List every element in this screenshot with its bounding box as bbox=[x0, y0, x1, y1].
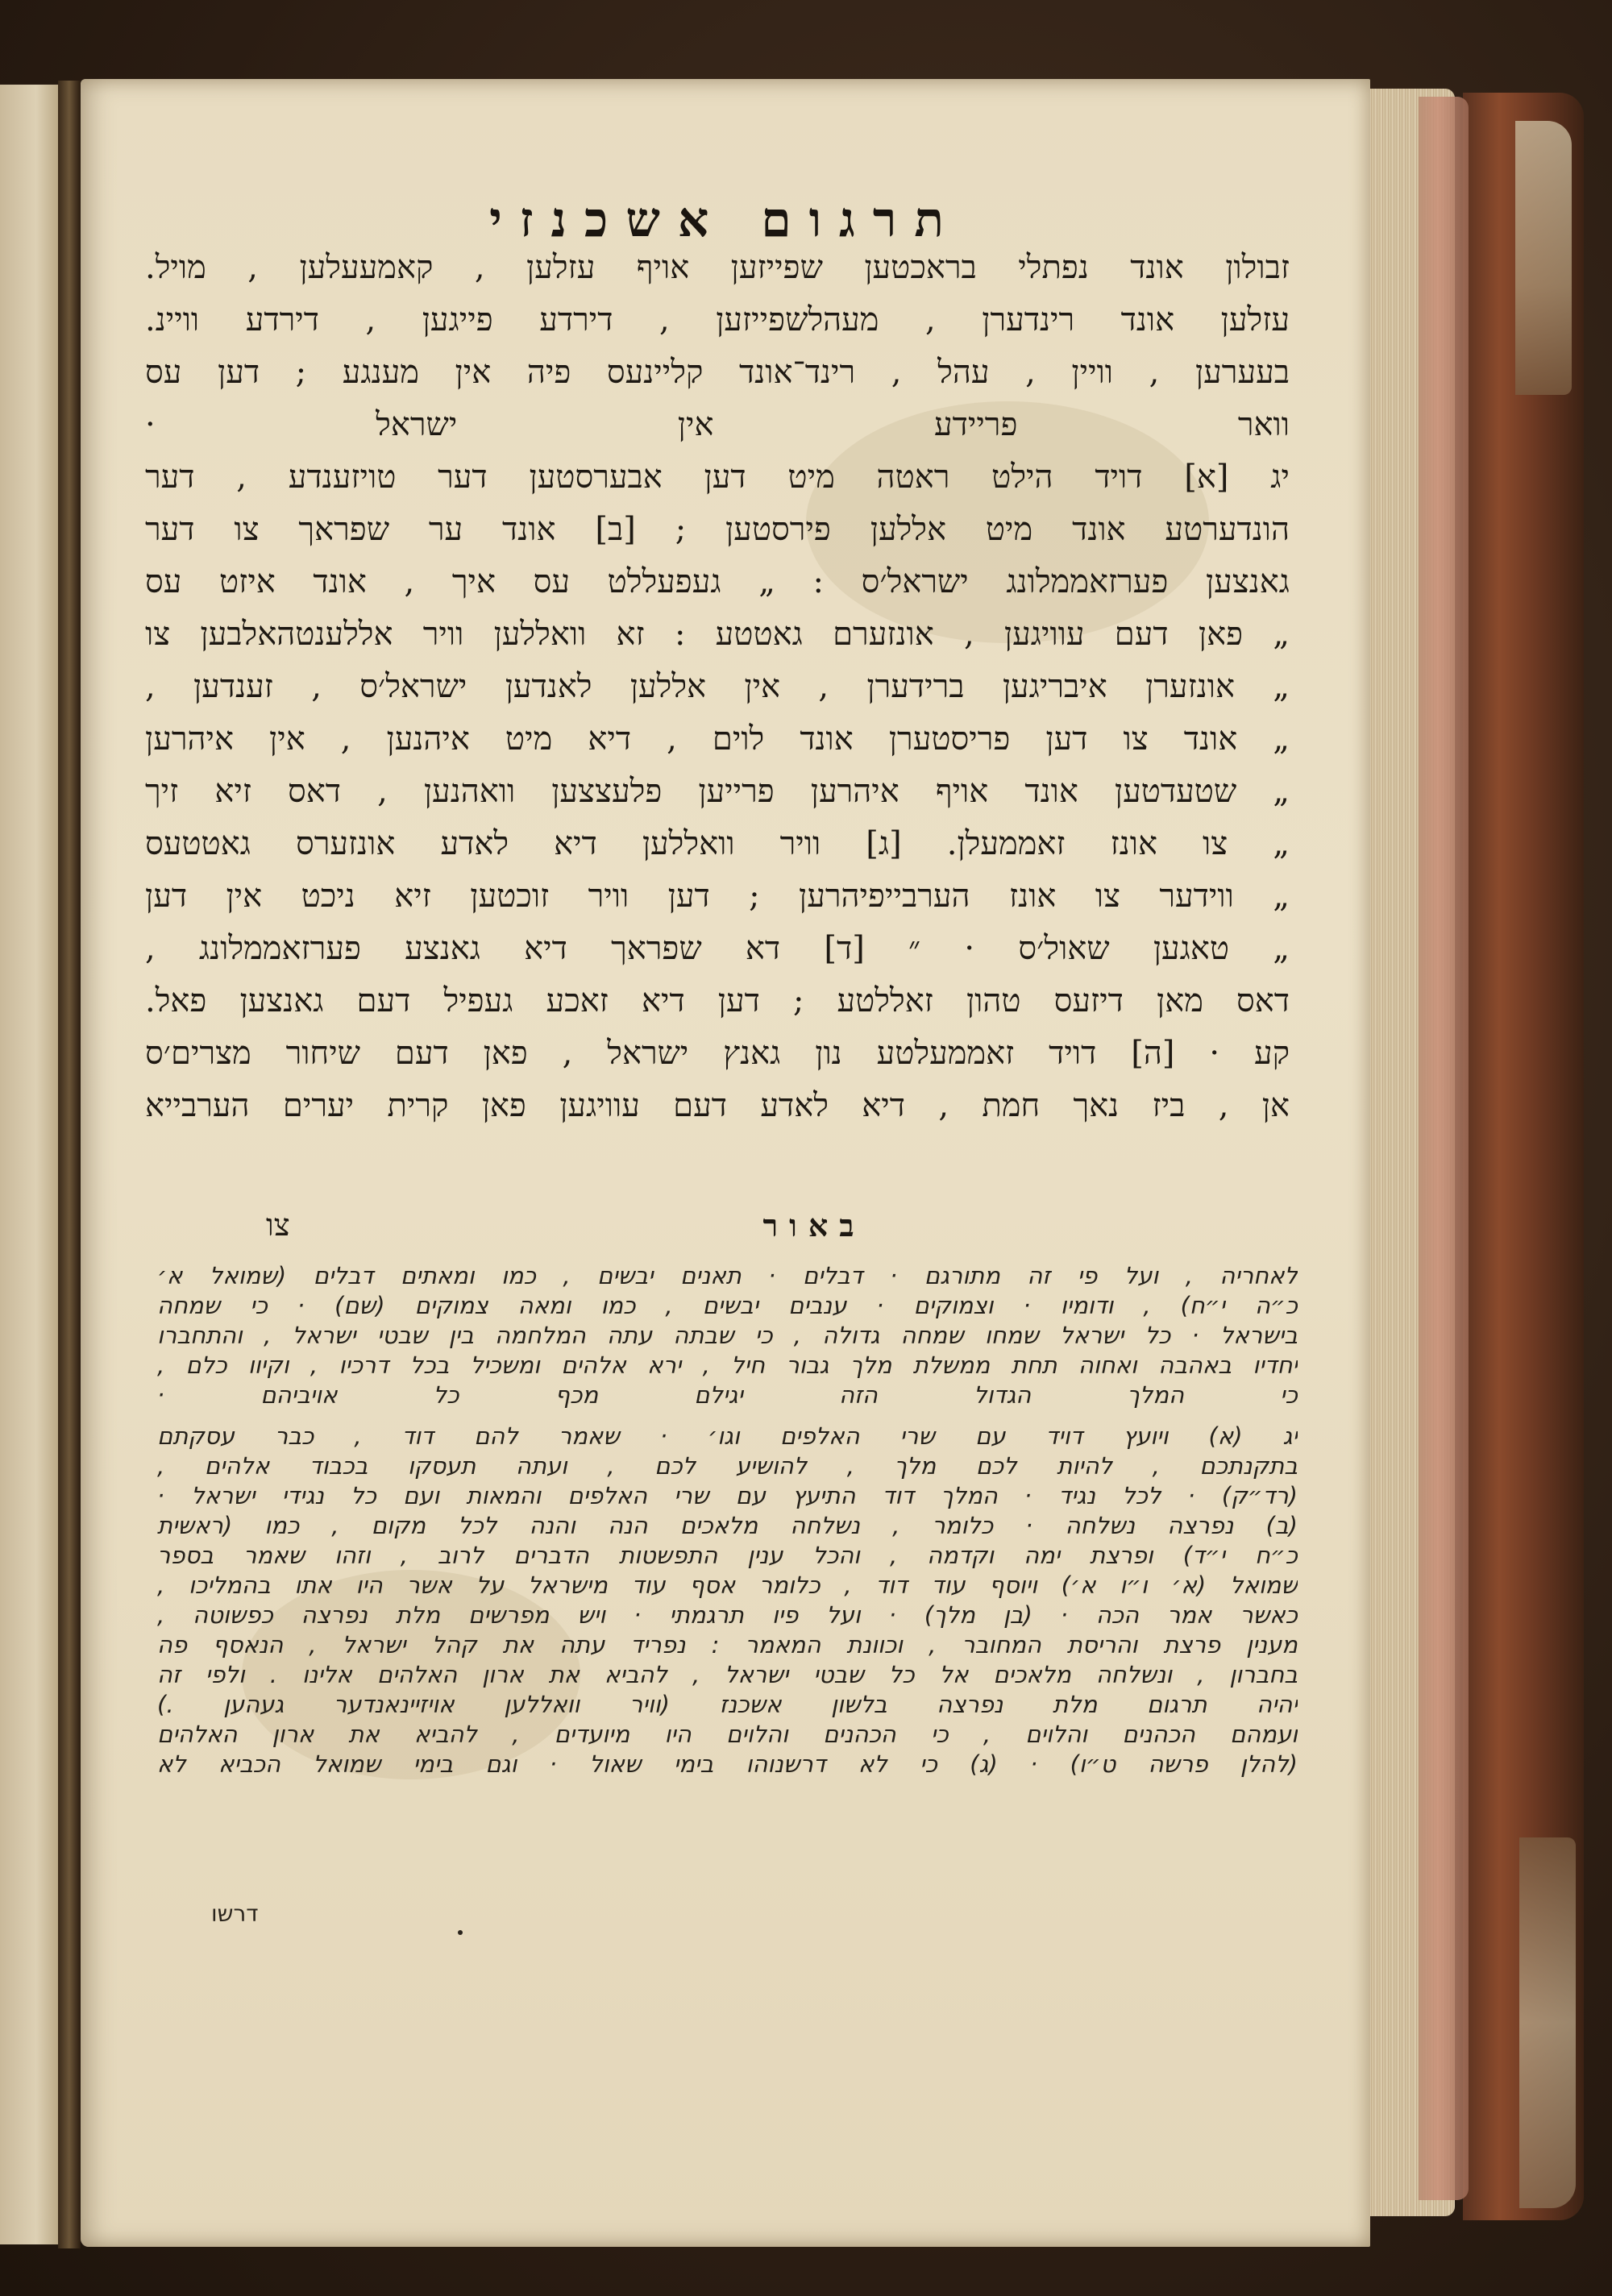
main-text-line: אן , ביז נאך חמת , דיא לאדע דעם עוויגען פאן קרית יערים הערבייא bbox=[145, 1087, 1290, 1124]
main-text-line: גאנצען פערזאממלונג ישראל׳ס : „ געפעללט עס איך , אונד איזט עס bbox=[145, 563, 1290, 600]
commentary-line: בתקנתכם , להיות לכם מלך , להושיע לכם , ועתה תעסקו בכבוד אלהים , bbox=[157, 1452, 1298, 1480]
main-text-line: קע · [ה] דויד זאממעלטע נון גאנץ ישראל , פאן דעם שיחור מצרים׳ס bbox=[145, 1035, 1290, 1072]
cover-wear-top bbox=[1515, 121, 1572, 395]
main-text-line: „ צו אונז זאממעלן. [ג] וויר וואללען דיא לאדע אונזערס גאטטעס bbox=[145, 825, 1290, 862]
commentary-line: יג (א) ויועץ דויד עם שרי האלפים וגו׳ · שאמר להם דוד , כבר עסקתם bbox=[157, 1422, 1298, 1450]
main-text-line: „ ווידער צו אונז הערבייפיהרען ; דען וויר זוכטען זיא ניכט אין דען bbox=[145, 878, 1290, 915]
left-page-edge bbox=[0, 85, 63, 2244]
main-text-line: יג [א] דויד הילט ראטה מיט דען אבערסטען דער טויזענדע , דער bbox=[145, 459, 1290, 496]
main-text-line: דאס מאן דיזעס טהון זאללטע ; דען דיא זאכע געפיל דעם גאנצען פאל. bbox=[145, 982, 1290, 1019]
commentary-line: בחברון , ונשלחה מלאכים אל כל שבטי ישראל , להביא את ארון האלהים אלינו . ולפי זה bbox=[157, 1661, 1298, 1688]
ink-mark bbox=[458, 1930, 463, 1935]
main-text-line: „ אונזערן איבריגען ברידערן , אין אללען לאנדען ישראל׳ס , זענדען , bbox=[145, 668, 1290, 705]
main-text-line: וואר פריידע אין ישראל · bbox=[145, 406, 1290, 443]
main-text-line: עזלען אונד רינדערן , מעהלשפייזען , דירדע פייגען , דירדע וויינ. bbox=[145, 301, 1290, 338]
commentary-line: כ״ח י״ד) ופרצת ימה וקדמה , והכל ענין התפשטות הדברים לרוב , וזהו שאמר בספר bbox=[157, 1542, 1298, 1569]
commentary bbox=[157, 1261, 1298, 1779]
book-gutter bbox=[58, 81, 81, 2248]
commentary-line: שמואל (א׳ ו״ו א׳) ויוסף עוד דוד , כלומר אסף עוד מישראל על אשר היו אתו בהמליכו , bbox=[157, 1571, 1298, 1599]
main-text bbox=[145, 242, 1290, 1132]
section-row bbox=[145, 1207, 1290, 1256]
main-text-line: בעערען , וויין , עהל , רינד־אונד קליינעס פיה אין מענגע ; דען עס bbox=[145, 354, 1290, 391]
commentary-line: מענין פרצת והריסת המחובר , וכוונת המאמר : נפריד עתה את קהל ישראל , הנאסף פה bbox=[157, 1631, 1298, 1659]
commentary-line: (להלן פרשה ט״ו) · (ג) כי לא דרשנוהו בימי שאול · וגם בימי שמואל הכביא לא bbox=[157, 1750, 1298, 1778]
main-text-line: „ טאגען שאול׳ס · ״ [ד] דא שפראך דיא גאנצע פערזאממלונג , bbox=[145, 930, 1290, 967]
section-heading: באור bbox=[762, 1207, 866, 1243]
cover-wear-bottom bbox=[1519, 1837, 1576, 2208]
commentary-line: כי המלך הגדול הזה יגילם מכף כל אויביהם · bbox=[157, 1381, 1298, 1409]
commentary-line: יחדיו באהבה ואחוה תחת ממשלת מלך גבור חיל , ירא אלהים ומשכיל בכל דרכיו , וקיוו כלם , bbox=[157, 1351, 1298, 1379]
main-text-line: „ שטעדטען אונד אויף איהרען פרייען פלעצצען וואהנען , דאס זיא זיך bbox=[145, 773, 1290, 810]
commentary-line: לאחריה , ועל פי זה מתורגם · דבלים · תאנים יבשים , כמו ומאתים דבלים (שמואל א׳ bbox=[157, 1262, 1298, 1289]
commentary-line: יהיה תרגום מלת נפרצה בלשון אשכנז (וויר וואללען אויזיינאנדער געהען .) bbox=[157, 1691, 1298, 1718]
catchword: צו bbox=[266, 1207, 290, 1243]
bottom-catchword: דרשו bbox=[211, 1900, 259, 1927]
page-title: תרגום אשכנזי bbox=[489, 192, 962, 248]
main-text-line: זבולון אונד נפתלי בראכטען שפייזען אויף עזלען , קאמעעלען , מויל. bbox=[145, 249, 1290, 286]
commentary-line: (ב) נפרצה נשלחה · כלומר , נשלחה מלאכים הנה והנה לכל מקום , כמו (ראשית bbox=[157, 1512, 1298, 1539]
main-text-line: „ אונד צו דען פריסטערן אונד לוים , דיא מיט איהנען , אין איהרען bbox=[145, 720, 1290, 758]
commentary-line: (רד״ק) · לכל נגיד · המלך דוד התיעץ עם שרי האלפים והמאות ועם כל נגידי ישראל · bbox=[157, 1482, 1298, 1509]
commentary-line: כ״ה י״ח) , ודומיו · וצמוקים · ענבים יבשים , כמו ומאה צמוקים (שם) · כי שמחה bbox=[157, 1292, 1298, 1319]
commentary-line: בישראל · כל ישראל שמחו שמחה גדולה , כי שבתה עתה המלחמה בין שבטי ישראל , והתחברו bbox=[157, 1322, 1298, 1349]
commentary-gap bbox=[157, 1410, 1298, 1422]
commentary-line: ועמהם הכהנים והלוים , כי הכהנים והלוים היו מיועדים , להביא את ארון האלהים bbox=[157, 1721, 1298, 1748]
commentary-line: כאשר אמר הכה · (בן מלך) · ועל פיו תרגמתי · ויש מפרשים מלת נפרצה כפשוטה , bbox=[157, 1601, 1298, 1629]
red-page-edges bbox=[1419, 97, 1469, 2200]
main-text-line: „ פאן דעם עוויגען , אונזערם גאטטע : זא וואללען וויר אללענטהאלבען צו bbox=[145, 616, 1290, 653]
main-text-line: הונדערטע אונד מיט אללען פירסטען ; [ב] אונד ער שפראך צו דער bbox=[145, 511, 1290, 548]
